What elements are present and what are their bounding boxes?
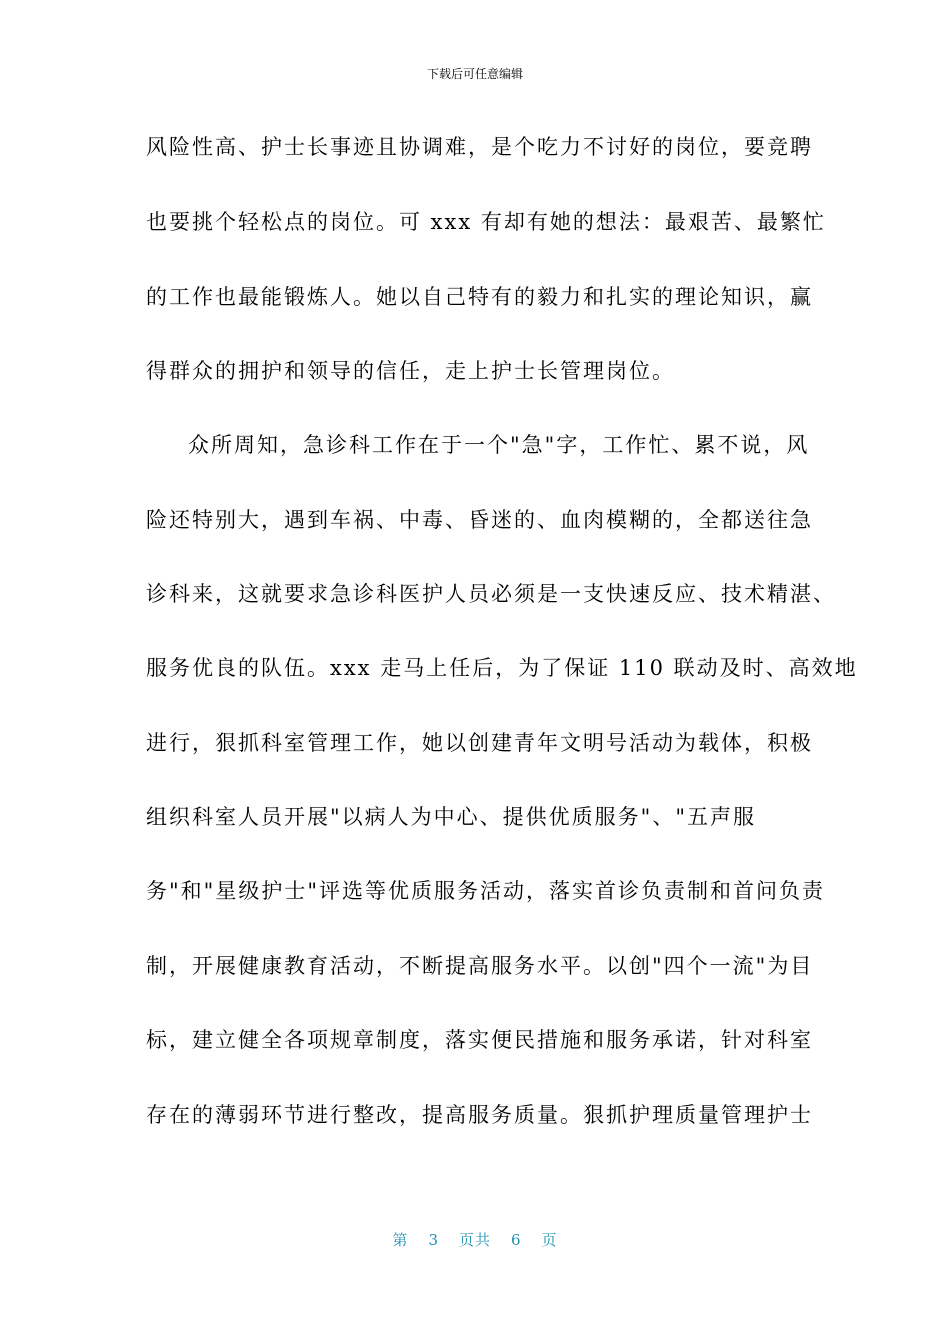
text-line: 也要挑个轻松点的岗位。可 xxx 有却有她的想法：最艰苦、最繁忙 bbox=[146, 210, 826, 234]
text-line: 标，建立健全各项规章制度，落实便民措施和服务承诺，针对科室 bbox=[146, 1028, 813, 1052]
text-line: 制，开展健康教育活动，不断提高服务水平。以创"四个一流"为目 bbox=[146, 954, 814, 978]
text-line: 的工作也最能锻炼人。她以自己特有的毅力和扎实的理论知识，赢 bbox=[146, 285, 813, 309]
text-line: 诊科来，这就要求急诊科医护人员必须是一支快速反应、技术精湛、 bbox=[146, 582, 836, 606]
text-line: 服务优良的队伍。xxx 走马上任后，为了保证 110 联动及时、高效地 bbox=[146, 656, 858, 680]
total-pages-number: 6 bbox=[511, 1231, 522, 1249]
text-line: 组织科室人员开展"以病人为中心、提供优质服务"、"五声服 bbox=[146, 805, 756, 829]
page-header: 下载后可任意编辑 bbox=[426, 67, 523, 81]
text-line: 险还特别大，遇到车祸、中毒、昏迷的、血肉模糊的，全都送往急 bbox=[146, 508, 813, 532]
current-page-number: 3 bbox=[428, 1231, 439, 1249]
page-footer-middle: 页共 bbox=[458, 1231, 491, 1249]
text-line: 得群众的拥护和领导的信任，走上护士长管理岗位。 bbox=[146, 359, 675, 383]
text-line: 存在的薄弱环节进行整改，提高服务质量。狠抓护理质量管理护士 bbox=[146, 1103, 813, 1127]
text-line: 风险性高、护士长事迹且协调难，是个吃力不讨好的岗位，要竞聘 bbox=[146, 135, 813, 159]
page-footer-prefix: 第 bbox=[392, 1231, 409, 1249]
page-footer-suffix: 页 bbox=[541, 1231, 558, 1249]
page-footer bbox=[0, 1230, 950, 1250]
text-line: 进行，狠抓科室管理工作，她以创建青年文明号活动为载体，积极 bbox=[146, 731, 813, 755]
text-line: 务"和"星级护士"评选等优质服务活动，落实首诊负责制和首问负责 bbox=[146, 879, 825, 903]
text-line-paragraph-start: 众所周知，急诊科工作在于一个"急"字，工作忙、累不说，风 bbox=[188, 433, 810, 457]
